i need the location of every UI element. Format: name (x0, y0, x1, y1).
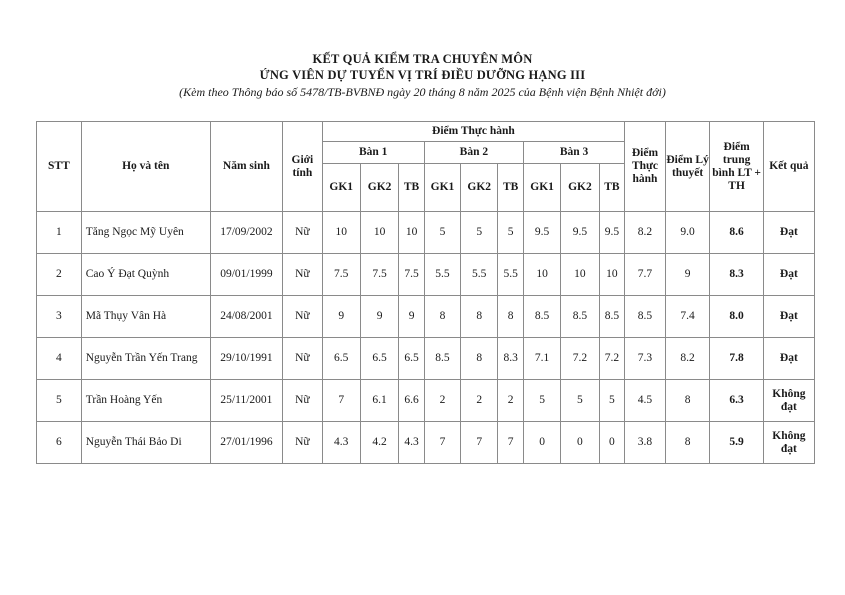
header-gk1: GK1 (523, 164, 560, 212)
cell-name: Cao Ý Đạt Quỳnh (81, 254, 210, 296)
cell-table2-tb: 8.3 (498, 338, 524, 380)
header-theory-score: Điểm Lý thuyết (665, 122, 710, 212)
cell-result: Không đạt (763, 422, 814, 464)
header-table3: Bàn 3 (523, 142, 624, 164)
cell-table2-gk2: 5 (461, 212, 498, 254)
header-name: Họ và tên (81, 122, 210, 212)
table-row (37, 380, 815, 422)
cell-table3-gk2: 8.5 (561, 296, 599, 338)
cell-table1-tb: 6.6 (399, 380, 425, 422)
cell-table1-gk2: 7.5 (360, 254, 398, 296)
cell-avg-score: 5.9 (710, 422, 763, 464)
cell-practice-score: 7.7 (625, 254, 665, 296)
cell-gender: Nữ (283, 338, 322, 380)
cell-table3-gk2: 5 (561, 380, 599, 422)
cell-table1-gk1: 10 (322, 212, 360, 254)
cell-table3-gk1: 10 (523, 254, 560, 296)
cell-table2-gk2: 7 (461, 422, 498, 464)
cell-practice-score: 8.2 (625, 212, 665, 254)
cell-table2-tb: 2 (498, 380, 524, 422)
cell-theory-score: 9 (665, 254, 710, 296)
cell-dob: 24/08/2001 (210, 296, 282, 338)
cell-table2-gk1: 5.5 (424, 254, 460, 296)
cell-table2-tb: 7 (498, 422, 524, 464)
cell-practice-score: 3.8 (625, 422, 665, 464)
cell-table2-gk2: 5.5 (461, 254, 498, 296)
cell-gender: Nữ (283, 254, 322, 296)
cell-stt: 2 (37, 254, 82, 296)
header-dob: Năm sinh (210, 122, 282, 212)
cell-table1-tb: 4.3 (399, 422, 425, 464)
cell-table3-gk1: 8.5 (523, 296, 560, 338)
cell-theory-score: 8.2 (665, 338, 710, 380)
document-title-line1: KẾT QUẢ KIỂM TRA CHUYÊN MÔN (312, 52, 533, 66)
header-table2: Bàn 2 (424, 142, 523, 164)
cell-gender: Nữ (283, 380, 322, 422)
cell-stt: 6 (37, 422, 82, 464)
header-result: Kết quả (763, 122, 814, 212)
cell-table3-tb: 8.5 (599, 296, 625, 338)
cell-result: Đạt (763, 254, 814, 296)
cell-table1-gk1: 9 (322, 296, 360, 338)
cell-name: Nguyễn Thái Bảo Di (81, 422, 210, 464)
cell-table1-gk2: 6.5 (360, 338, 398, 380)
cell-table1-gk1: 4.3 (322, 422, 360, 464)
cell-avg-score: 8.0 (710, 296, 763, 338)
cell-table3-gk1: 5 (523, 380, 560, 422)
cell-result: Đạt (763, 338, 814, 380)
cell-name: Trần Hoàng Yến (81, 380, 210, 422)
cell-theory-score: 8 (665, 422, 710, 464)
cell-avg-score: 6.3 (710, 380, 763, 422)
cell-practice-score: 7.3 (625, 338, 665, 380)
header-gk2: GK2 (461, 164, 498, 212)
cell-stt: 4 (37, 338, 82, 380)
cell-stt: 5 (37, 380, 82, 422)
cell-dob: 29/10/1991 (210, 338, 282, 380)
cell-table3-gk2: 9.5 (561, 212, 599, 254)
table-row (37, 212, 815, 254)
document-subtitle: (Kèm theo Thông báo số 5478/TB-BVBNĐ ngày 20 tháng 8 năm 2025 của Bệnh viện Bệnh Nhiệt đới) (179, 85, 666, 99)
header-gk2: GK2 (360, 164, 398, 212)
cell-table3-gk1: 9.5 (523, 212, 560, 254)
cell-table2-gk1: 8.5 (424, 338, 460, 380)
cell-name: Mã Thụy Vân Hà (81, 296, 210, 338)
header-practice-group: Điểm Thực hành (322, 122, 625, 142)
cell-table1-gk1: 6.5 (322, 338, 360, 380)
cell-gender: Nữ (283, 422, 322, 464)
header-practice-score: Điểm Thực hành (625, 122, 665, 212)
table-row (37, 254, 815, 296)
cell-table2-gk1: 5 (424, 212, 460, 254)
cell-theory-score: 7.4 (665, 296, 710, 338)
results-table (36, 121, 815, 464)
cell-table2-gk2: 8 (461, 296, 498, 338)
cell-table1-gk1: 7 (322, 380, 360, 422)
header-tb: TB (599, 164, 625, 212)
cell-table3-gk2: 0 (561, 422, 599, 464)
cell-theory-score: 8 (665, 380, 710, 422)
header-gk2: GK2 (561, 164, 599, 212)
cell-table2-gk1: 7 (424, 422, 460, 464)
cell-table3-gk1: 0 (523, 422, 560, 464)
cell-result: Đạt (763, 296, 814, 338)
cell-table1-tb: 10 (399, 212, 425, 254)
header-gender: Giới tính (283, 122, 322, 212)
cell-table3-tb: 10 (599, 254, 625, 296)
cell-table2-tb: 8 (498, 296, 524, 338)
cell-stt: 3 (37, 296, 82, 338)
cell-table3-gk2: 7.2 (561, 338, 599, 380)
cell-table1-tb: 7.5 (399, 254, 425, 296)
cell-result: Đạt (763, 212, 814, 254)
cell-table3-gk2: 10 (561, 254, 599, 296)
header-tb: TB (399, 164, 425, 212)
table-body (37, 212, 815, 464)
cell-table3-tb: 0 (599, 422, 625, 464)
cell-dob: 17/09/2002 (210, 212, 282, 254)
cell-gender: Nữ (283, 296, 322, 338)
cell-table2-gk2: 2 (461, 380, 498, 422)
cell-avg-score: 7.8 (710, 338, 763, 380)
cell-stt: 1 (37, 212, 82, 254)
cell-avg-score: 8.6 (710, 212, 763, 254)
header-tb: TB (498, 164, 524, 212)
cell-avg-score: 8.3 (710, 254, 763, 296)
cell-dob: 25/11/2001 (210, 380, 282, 422)
cell-table1-gk2: 9 (360, 296, 398, 338)
cell-theory-score: 9.0 (665, 212, 710, 254)
cell-table1-gk1: 7.5 (322, 254, 360, 296)
cell-name: Nguyễn Trần Yến Trang (81, 338, 210, 380)
cell-gender: Nữ (283, 212, 322, 254)
cell-dob: 09/01/1999 (210, 254, 282, 296)
cell-table2-tb: 5 (498, 212, 524, 254)
cell-result: Không đạt (763, 380, 814, 422)
cell-table1-gk2: 10 (360, 212, 398, 254)
header-gk1: GK1 (322, 164, 360, 212)
table-row (37, 296, 815, 338)
header-gk1: GK1 (424, 164, 460, 212)
cell-practice-score: 8.5 (625, 296, 665, 338)
cell-table2-gk2: 8 (461, 338, 498, 380)
cell-table1-tb: 6.5 (399, 338, 425, 380)
cell-name: Tăng Ngọc Mỹ Uyên (81, 212, 210, 254)
cell-table3-tb: 5 (599, 380, 625, 422)
header-stt: STT (37, 122, 82, 212)
header-table1: Bàn 1 (322, 142, 424, 164)
cell-table2-gk1: 2 (424, 380, 460, 422)
header-avg-score: Điểm trung bình LT + TH (710, 122, 763, 212)
cell-table3-tb: 7.2 (599, 338, 625, 380)
cell-practice-score: 4.5 (625, 380, 665, 422)
document-title-line2: ỨNG VIÊN DỰ TUYỂN VỊ TRÍ ĐIỀU DƯỠNG HẠNG III (259, 68, 586, 82)
cell-table3-gk1: 7.1 (523, 338, 560, 380)
cell-table2-gk1: 8 (424, 296, 460, 338)
cell-table1-gk2: 4.2 (360, 422, 398, 464)
cell-table1-tb: 9 (399, 296, 425, 338)
table-row (37, 338, 815, 380)
cell-table3-tb: 9.5 (599, 212, 625, 254)
cell-table2-tb: 5.5 (498, 254, 524, 296)
table-row (37, 422, 815, 464)
cell-table1-gk2: 6.1 (360, 380, 398, 422)
cell-dob: 27/01/1996 (210, 422, 282, 464)
